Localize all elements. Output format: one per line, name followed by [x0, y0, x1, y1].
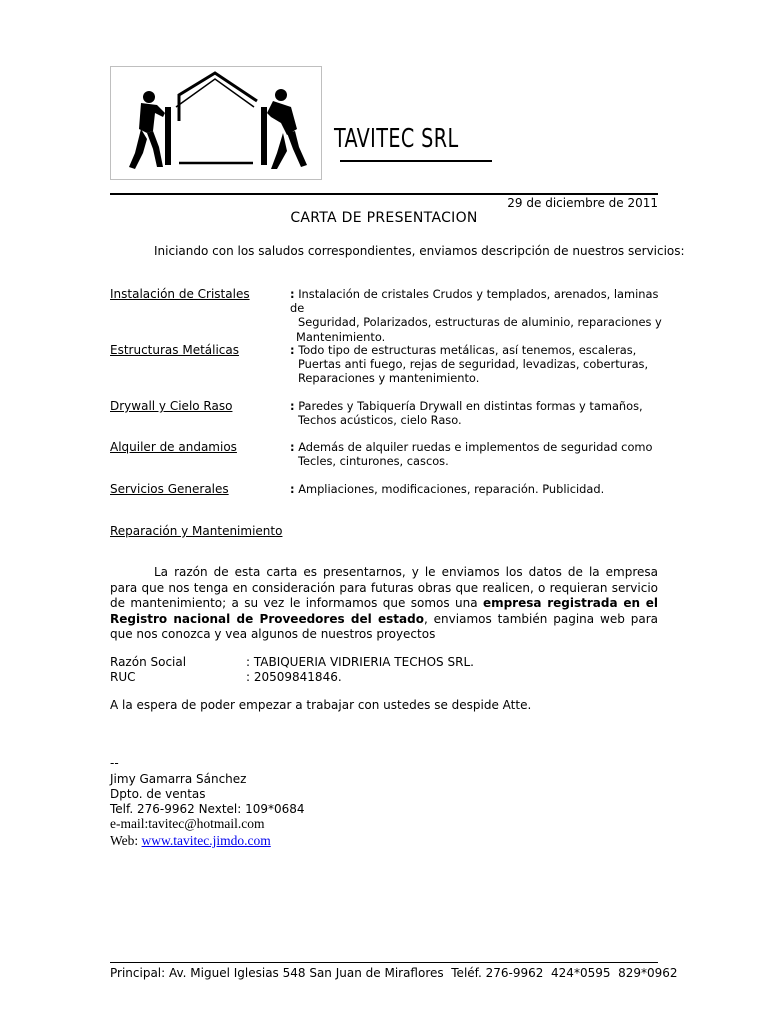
- service-label: Servicios Generales: [110, 482, 229, 496]
- ruc-value: : 20509841846.: [246, 670, 342, 684]
- signature-name: Jimy Gamarra Sánchez: [110, 772, 247, 786]
- razon-social-value: : TABIQUERIA VIDRIERIA TECHOS SRL.: [246, 655, 474, 669]
- service-description: : Todo tipo de estructuras metálicas, así tenemos, escaleras, Puertas anti fuego, rejas de seguridad, levadizas, coberturas, Reparaciones y mantenimiento.: [290, 343, 649, 386]
- company-logo: [110, 66, 322, 180]
- signature-email: e-mail:tavitec@hotmail.com: [110, 816, 265, 831]
- service-description: : Instalación de cristales Crudos y templados, arenados, laminas de Seguridad, Polarizados, estructuras de aluminio, reparaciones y Mantenimiento.: [290, 287, 662, 344]
- service-label: Drywall y Cielo Raso: [110, 399, 233, 413]
- footer-divider: [110, 962, 658, 963]
- web-label: Web:: [110, 833, 142, 848]
- signature-phone: Telf. 276-9962 Nextel: 109*0684: [110, 802, 305, 816]
- company-name: TAVITEC SRL: [334, 124, 459, 154]
- service-label: Instalación de Cristales: [110, 287, 250, 301]
- service-label: Alquiler de andamios: [110, 440, 237, 454]
- company-name-underline: [340, 160, 492, 162]
- service-description: : Paredes y Tabiquería Drywall en distintas formas y tamaños, Techos acústicos, cielo Raso.: [290, 399, 643, 428]
- intro-text: Iniciando con los saludos correspondientes, enviamos descripción de nuestros servicios:: [154, 244, 685, 258]
- signature-dashes: --: [110, 756, 119, 770]
- website-link[interactable]: www.tavitec.jimdo.com: [141, 833, 271, 848]
- house-with-workers-logo: [111, 67, 321, 179]
- letter-date: 29 de diciembre de 2011: [507, 196, 658, 210]
- section-heading: Reparación y Mantenimiento: [110, 524, 283, 538]
- service-label: Estructuras Metálicas: [110, 343, 240, 357]
- ruc-label: RUC: [110, 670, 136, 684]
- letter-title: CARTA DE PRESENTACION: [290, 210, 478, 226]
- body-paragraph: La razón de esta carta es presentarnos, y le enviamos los datos de la empresa para que nos tenga en consideración para futuras obras que realicen, o requieran servicio de mantenimiento; a su vez le informamos que somos una empresa registrada en el Registro nacional de Proveedores del estado, enviamos también pagina web para que nos conozca y vea algunos de nuestros proyectos: [110, 565, 659, 641]
- service-description: : Ampliaciones, modificaciones, reparación. Publicidad.: [290, 482, 605, 496]
- service-description: : Además de alquiler ruedas e implementos de seguridad como Tecles, cinturones, cascos.: [290, 440, 653, 469]
- footer-address: Principal: Av. Miguel Iglesias 548 San Juan de Miraflores Teléf. 276-9962 424*0595 829*0962: [110, 966, 678, 980]
- razon-social-label: Razón Social: [110, 655, 187, 669]
- closing-text: A la espera de poder empezar a trabajar con ustedes se despide Atte.: [110, 698, 532, 712]
- signature-web: [110, 833, 271, 849]
- header-divider: [110, 193, 658, 195]
- signature-department: Dpto. de ventas: [110, 787, 206, 801]
